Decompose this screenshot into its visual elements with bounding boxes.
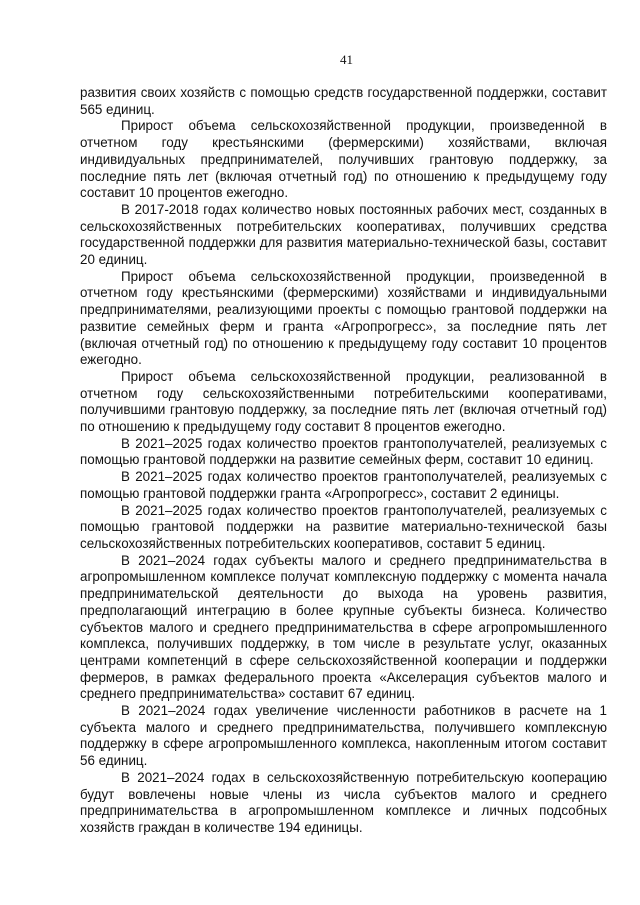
paragraph-sme-support: В 2021–2024 годах субъекты малого и среднего предпринимательства в агропромышленном комплексе получат комплексную поддержку с момента начала предпринимательской деятельности до выхода на уровень развития, предполагающий интеграцию в более крупные субъекты бизнеса. Количество субъектов малого и среднего предпринимательства в сфере агропромышленного комплекса, получивших поддержку, в том числе в результате услуг, оказанных центрами компетенций в сфере сельскохозяйственной кооперации и поддержки фермеров, в рамках федерального проекта «Акселерация субъектов малого и среднего предпринимательства» составит 67 единиц. xyxy=(80,552,607,702)
paragraph-family-farm-projects: В 2021–2025 годах количество проектов грантополучателей, реализуемых с помощью грантовой поддержки на развитие семейных ферм, составит 10 единиц. xyxy=(80,435,607,468)
paragraph-new-cooperative-members: В 2021–2024 годах в сельскохозяйственную потребительскую кооперацию будут вовлечены новые члены из числа субъектов малого и среднего предпринимательства в агропромышленном комплексе и личных подсобных хозяйств граждан в количестве 194 единицы. xyxy=(80,769,607,835)
paragraph-new-jobs-2017-2018: В 2017-2018 годах количество новых постоянных рабочих мест, созданных в сельскохозяйственных потребительских кооперативах, получивших средства государственной поддержки для развития материально-технической базы, составит 20 единиц. xyxy=(80,201,607,268)
page-number: 41 xyxy=(340,52,353,67)
document-body xyxy=(80,85,607,837)
paragraph-cooperative-base-projects: В 2021–2025 годах количество проектов грантополучателей, реализуемых с помощью грантовой поддержки на развитие материально-технической базы сельскохозяйственных потребительских кооперативов, составит 5 единиц. xyxy=(80,502,607,551)
paragraph-kfh-production-growth: Прирост объема сельскохозяйственной продукции, произведенной в отчетном году крестьянскими (фермерскими) хозяйствами, включая индивидуальных предпринимателей, получивших грантовую поддержку, за последние пять лет (включая отчетный год) по отношению к предыдущему году составит 10 процентов ежегодно. xyxy=(80,118,607,201)
paragraph-family-farms-agroprogress-growth: Прирост объема сельскохозяйственной продукции, произведенной в отчетном году крестьянскими (фермерскими) хозяйствами и индивидуальными предпринимателями, реализующими проекты с помощью грантовой поддержки на развитие семейных ферм и гранта «Агропрогресс», за последние пять лет (включая отчетный год) по отношению к предыдущему году составит 10 процентов ежегодно. xyxy=(80,268,607,368)
paragraph-cooperatives-production-growth: Прирост объема сельскохозяйственной продукции, реализованной в отчетном году сельскохозяйственными потребительскими кооперативами, получившими грантовую поддержку, за последние пять лет (включая отчетный год) по отношению к предыдущему году составит 8 процентов ежегодно. xyxy=(80,368,607,435)
paragraph-continuation: развития своих хозяйств с помощью средств государственной поддержки, составит 565 единиц. xyxy=(80,85,607,117)
paragraph-agroprogress-projects: В 2021–2025 годах количество проектов грантополучателей, реализуемых с помощью грантовой поддержки гранта «Агропрогресс», составит 2 единицы. xyxy=(80,469,607,501)
paragraph-sme-employee-growth: В 2021–2024 годах увеличение численности работников в расчете на 1 субъекта малого и среднего предпринимательства, получившего комплексную поддержку в сфере агропромышленного комплекса, накопленным итогом составит 56 единиц. xyxy=(80,703,607,769)
